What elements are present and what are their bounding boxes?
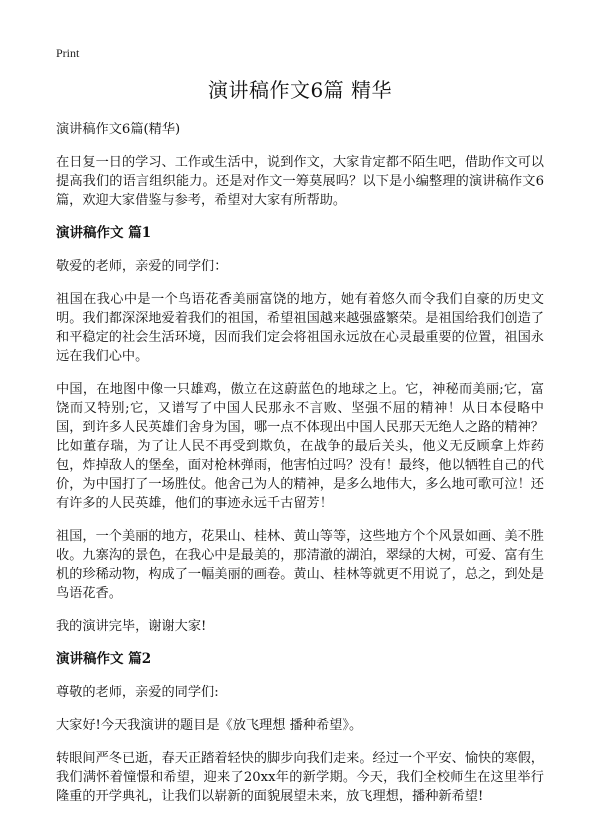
section-paragraph: 转眼间严冬已逝，春天正踏着轻快的脚步向我们走来。经过一个平安、愉快的寒假，我们满怀着憧憬和希望，迎来了20xx年的新学期。今天，我们全校师生在这里举行隆重的开学典礼，让我们以崭新的面貌展望未来，放飞理想，播种新希望! — [56, 751, 544, 804]
article-body — [56, 120, 544, 820]
section-paragraph: 祖国，一个美丽的地方，花果山、桂林、黄山等等，这些地方个个风景如画、美不胜收。九寨沟的景色，在我心中是最美的，那清澈的湖泊，翠绿的大树，可爱、富有生机的珍稀动物，构成了一幅美丽的画卷。黄山、桂林等就更不用说了，总之，到处是鸟语花香。 — [56, 529, 544, 601]
section-paragraph: 我的演讲完毕，谢谢大家! — [56, 619, 207, 634]
page-title: 演讲稿作文6篇 精华 — [207, 78, 393, 102]
article-subtitle: 演讲稿作文6篇(精华) — [56, 122, 181, 137]
intro-paragraph: 在日复一日的学习、工作或生活中，说到作文，大家肯定都不陌生吧，借助作文可以提高我们的语言组织能力。还是对作文一筹莫展吗？以下是小编整理的演讲稿作文6篇，欢迎大家借鉴与参考，希望对大家有所帮助。 — [56, 155, 544, 208]
section-heading: 演讲稿作文 篇1 — [56, 225, 152, 241]
section-paragraph: 中国，在地图中像一只雄鸡，傲立在这蔚蓝色的地球之上。它，神秘而美丽;它，富饶而又特别;它，又谱写了中国人民那永不言败、坚强不屈的精神！从日本侵略中国，到许多人民英雄们舍身为国，哪一点不体现出中国人民那天无绝人之路的精神？比如董存瑞，为了让人民不再受到欺负，在战争的最后关头，他义无反顾拿上炸药包，炸掉敌人的堡垒，面对枪林弹雨，他害怕过吗？没有！最终，他以牺牲自己的代价，为中国打了一场胜仗。他舍己为人的精神，是多么地伟大，多么地可歌可泣！还有许多的人民英雄，他们的事迹永远千古留芳！ — [56, 382, 544, 511]
section-paragraph: 尊敬的老师，亲爱的同学们: — [56, 685, 219, 700]
section-heading: 演讲稿作文 篇2 — [56, 651, 152, 667]
section-paragraph: 大家好!今天我演讲的题目是《放飞理想 播种希望》。 — [56, 718, 363, 733]
section-paragraph: 祖国在我心中是一个鸟语花香美丽富饶的地方，她有着悠久而令我们自豪的历史文明。我们都深深地爱着我们的祖国，希望祖国越来越强盛繁荣。是祖国给我们创造了和平稳定的社会生活环境，因而我们定会将祖国永远放在心灵最重要的位置，祖国永远在我们心中。 — [56, 292, 544, 364]
section-paragraph: 敬爱的老师，亲爱的同学们： — [56, 259, 228, 274]
print-link[interactable]: Print — [56, 46, 80, 60]
